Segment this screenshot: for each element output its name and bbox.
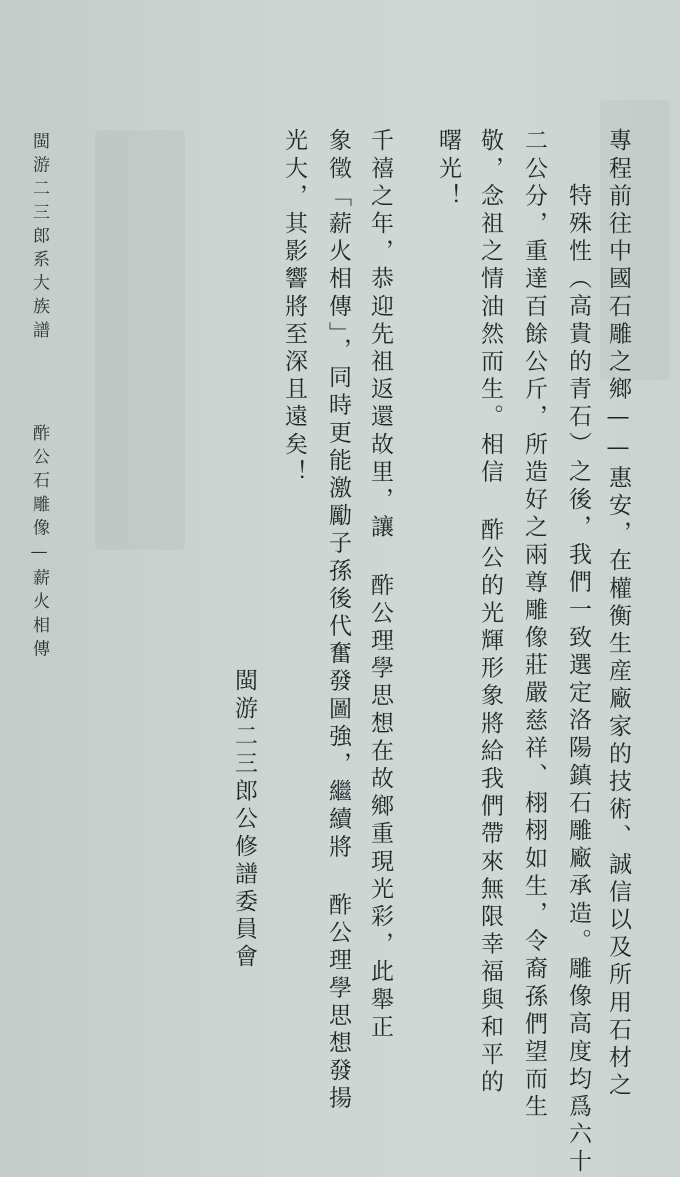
book-title: 閩游二三郎系大族譜 — [29, 132, 49, 345]
body-column-3: 二公分，重達百餘公斤，所造好之兩尊雕像莊嚴慈祥、栩栩如生，令裔孫們望而生 — [521, 128, 547, 1122]
body-column-6: 千禧之年，恭迎先祖返還故里，讓 酢公理學思想在故鄉重現光彩，此舉正 — [367, 128, 393, 1042]
body-column-8: 光大，其影響將至深且遠矣！ — [281, 128, 307, 487]
chapter-title: 酢公石雕像—薪火相傳 — [29, 424, 49, 663]
body-column-5: 曙光！ — [435, 128, 461, 211]
body-column-2: 特殊性（高貴的青石）之後，我們一致選定洛陽鎮石雕廠承造。雕像高度均爲六十 — [565, 183, 591, 1177]
signature: 閩游二三郎公修譜委員會 — [231, 668, 257, 972]
body-column-7: 象徵「薪火相傳」，同時更能激勵子孫後代奮發圖強，繼續將 酢公理學思想發揚 — [325, 128, 351, 1114]
body-column-4: 敬，念祖之情油然而生。相信 酢公的光輝形象將給我們帶來無限幸福與和平的 — [477, 128, 503, 1097]
body-column-1: 專程前往中國石雕之鄉——惠安，在權衡生産廠家的技術、誠信以及所用石材之 — [605, 128, 631, 1100]
bleed-through-shade — [95, 130, 185, 550]
